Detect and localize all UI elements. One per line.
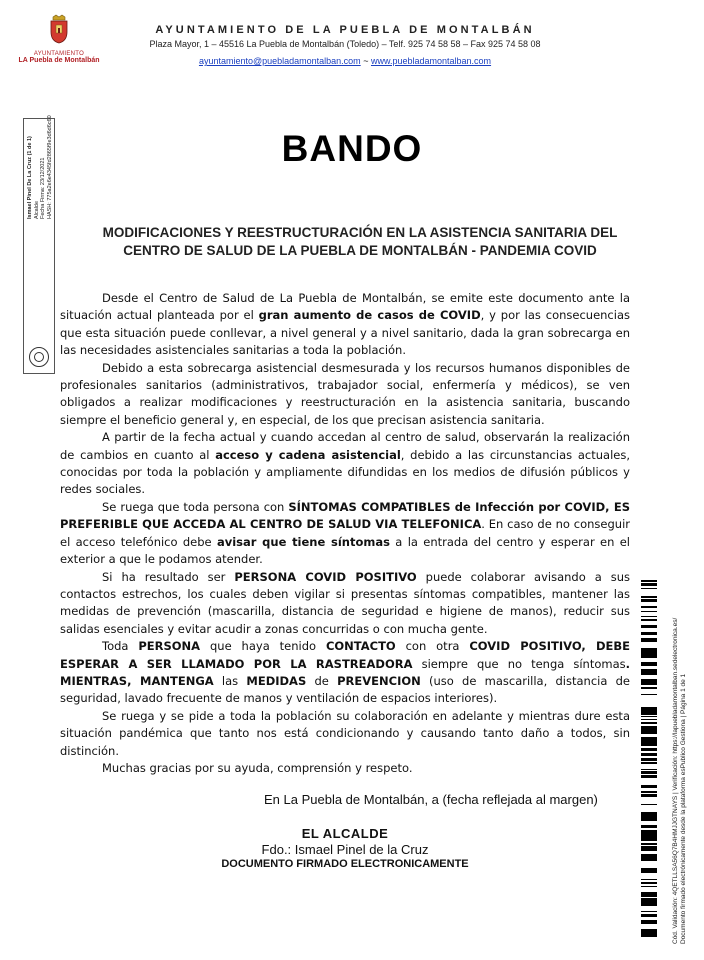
paragraph-3: A partir de la fecha actual y cuando accedan al centro de salud, observarán la realización de cambios en cuanto al acceso y cadena asistencial, debido a las circunstancias actuales, conocidas por toda la población y ampliamente difundidas en los medios de difusión públicos y redes sociales. <box>60 430 630 497</box>
document-title: BANDO <box>281 128 423 169</box>
logo-line-2: LA Puebla de Montalbán <box>18 57 100 64</box>
paragraph-6: Toda PERSONA que haya tenido CONTACTO con otra COVID POSITIVO, DEBE ESPERAR A SER LLAMADO POR LA RASTREADORA siempre que no tenga síntomas. MIENTRAS, MANTENGA las MEDIDAS de PREVENCION (uso de mascarilla, distancia de seguridad, lavado frecuente de manos y ventilación de espacios interiores). <box>60 639 631 706</box>
signature-note: DOCUMENTO FIRMADO ELECTRONICAMENTE <box>221 858 469 870</box>
paragraph-7: Se ruega y se pide a toda la población su colaboración en adelante y mientras dure esta situación pandémica que tanto nos está condicionando y causando tanto daño a todos, sin distinción. <box>60 708 630 758</box>
paragraph-5: Si ha resultado ser PERSONA COVID POSITIVO puede colaborar avisando a sus contactos estrechos, los cuales deben vigilar si presentas síntomas compatibles, mantener las medidas de prevención (mascarilla, distancia de seguridad e higiene de manos), reducir sus salidas esenciales y evitar acudir a zonas concurridas o con mucha gente. <box>60 569 630 636</box>
logo-line-1: AYUNTAMIENTO <box>33 51 85 57</box>
link-separator: ~ <box>363 56 369 66</box>
signature-title: EL ALCALDE <box>301 826 389 841</box>
header-title: AYUNTAMIENTO DE LA PUEBLA DE MONTALBÁN <box>155 24 535 36</box>
header-address: Plaza Mayor, 1 – 45516 La Puebla de Montalbán (Toledo) – Telf. 925 74 58 58 – Fax 925 74 58 08 <box>149 39 541 49</box>
paragraph-1: Desde el Centro de Salud de La Puebla de Montalbán, se emite este documento ante la situación actual planteada por el gran aumento de casos de COVID, y por las consecuencias que esta situación puede conllevar, a nivel general y a nivel sanitario, dada la gran sobrecarga en las necesidades asistenciales sanitarias a toda la población. <box>60 291 630 358</box>
header-contact-links <box>130 56 560 66</box>
paragraph-4: Se ruega que toda persona con SÍNTOMAS COMPATIBLES de Infección por COVID, ES PREFERIBLE QUE ACCEDA AL CENTRO DE SALUD VIA TELEFONICA. En caso de no conseguir el acceso telefónico debe avisar que tiene síntomas a la entrada del centro y esperar en el exterior a que le podamos atender. <box>60 499 631 567</box>
email-link[interactable]: ayuntamiento@puebladamontalban.com <box>198 56 361 66</box>
seal-icon <box>29 347 49 367</box>
validation-line-2: Documento firmado electrónicamente desde la plataforma esPublico Gestiona | Página 1 de 1 <box>680 673 687 944</box>
validation-line-1: Cód. Validación: 4QETLLSA56Q7B4HMJJGTNAYS | Verificación: https://lapuebladamontalban.sedelectronica.es/ <box>672 617 679 944</box>
paragraph-8: Muchas gracias por su ayuda, comprensión y respeto. <box>102 760 413 775</box>
subtitle-line-1: MODIFICACIONES Y REESTRUCTURACIÓN EN LA ASISTENCIA SANITARIA DEL <box>102 225 618 240</box>
closing-line: En La Puebla de Montalbán, a (fecha reflejada al margen) <box>264 792 598 807</box>
document-subtitle <box>60 224 660 260</box>
subtitle-line-2: CENTRO DE SALUD DE LA PUEBLA DE MONTALBÁN - PANDEMIA COVID <box>123 243 597 258</box>
stamp-hash: HASH: 775a2e6e4345fd2865f9e3d6d6c60 <box>46 115 53 219</box>
stamp-role: Alcalde <box>33 200 40 219</box>
stamp-signer: Ismael Pinel De La Cruz (1 de 1) <box>27 136 33 219</box>
document-body <box>60 290 630 777</box>
signature-name: Fdo.: Ismael Pinel de la Cruz <box>261 842 429 857</box>
stamp-date: Fecha Firma: 23/12/2021 <box>40 157 46 219</box>
barcode-icon <box>641 580 657 940</box>
website-link[interactable]: www.puebladamontalban.com <box>370 56 492 66</box>
paragraph-2: Debido a esta sobrecarga asistencial desmesurada y los recursos humanos disponibles de profesionales sanitarios (administrativos, trabajador social, enfermería y médicos), se ven obligados a realizar modificaciones y reestructuración en la asistencia sanitaria, buscando siempre el beneficio general y, en especial, de los que precisan asistencia sanitaria. <box>60 360 630 427</box>
validation-text <box>672 534 688 944</box>
stamp-text <box>27 19 53 219</box>
